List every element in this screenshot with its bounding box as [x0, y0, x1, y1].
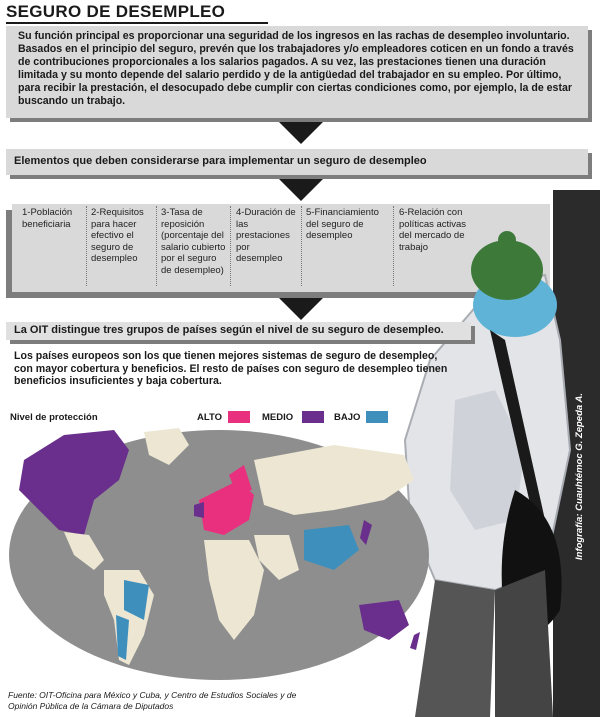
element-item: 5-Financiamiento del seguro de desempleo [306, 207, 379, 241]
element-item: 6-Relación con políticas activas del mercado de trabajo [399, 207, 467, 253]
legend-label-medio: MEDIO [262, 412, 294, 423]
world-map [4, 420, 434, 685]
down-arrow-icon [279, 298, 323, 320]
legend-label-alto: ALTO [197, 412, 222, 423]
legend-label-bajo: BAJO [334, 412, 361, 423]
new-zealand-region [410, 632, 420, 650]
pants-leg [495, 570, 553, 717]
intro-text: Su función principal es proporcionar una seguridad de los ingresos en las rachas de desempleo involuntario. Basados en el principio del seguro, prevén que los trabajadores y/o empleadores coticen en un fondo a través de contribuciones proporcionales a los salarios pagados. A su vez, las prestaciones tienen una duración limitada y su monto depende del salario perdido y de la antigüedad del trabajador en su empleo. Por último, para recibir la prestación, el desocupado debe cumplir con ciertas condiciones como, por ejemplo, la de estar buscando un trabajo. [18, 30, 574, 107]
column-divider [86, 206, 87, 286]
page-title: SEGURO DE DESEMPLEO [6, 2, 226, 21]
legend-title: Nivel de protección [10, 412, 98, 423]
element-item: 1-Población beneficiaria [22, 207, 73, 230]
down-arrow-icon [279, 122, 323, 144]
beanie-pompom [498, 231, 516, 249]
title-underline [6, 22, 268, 24]
column-divider [230, 206, 231, 286]
oit-heading: La OIT distingue tres grupos de países según el nivel de su seguro de desempleo. [14, 324, 444, 336]
element-item: 4-Duración de las prestaciones por desempleo [236, 207, 296, 264]
source-note: Fuente: OIT-Oficina para México y Cuba, y Centro de Estudios Sociales y de Opinión Pública de la Cámara de Diputados [8, 690, 297, 711]
column-divider [301, 206, 302, 286]
column-divider [393, 206, 394, 286]
element-item: 2-Requisitos para hacer efectivo el seguro de desempleo [91, 207, 144, 264]
down-arrow-icon [279, 179, 323, 201]
column-divider [156, 206, 157, 286]
element-item: 3-Tasa de reposición (porcentaje del salario cubierto por el seguro de desempleo) [161, 207, 226, 276]
elements-heading: Elementos que deben considerarse para implementar un seguro de desempleo [14, 155, 427, 167]
europe-text: Los países europeos son los que tienen mejores sistemas de seguro de desempleo, con mayor cobertura y beneficios. El resto de países con seguro de desempleo tienen beneficios insuficientes y baja cobertura. [14, 350, 448, 387]
credit-text: Infografía: Cuauhtémoc G. Zepeda A. [574, 393, 585, 560]
